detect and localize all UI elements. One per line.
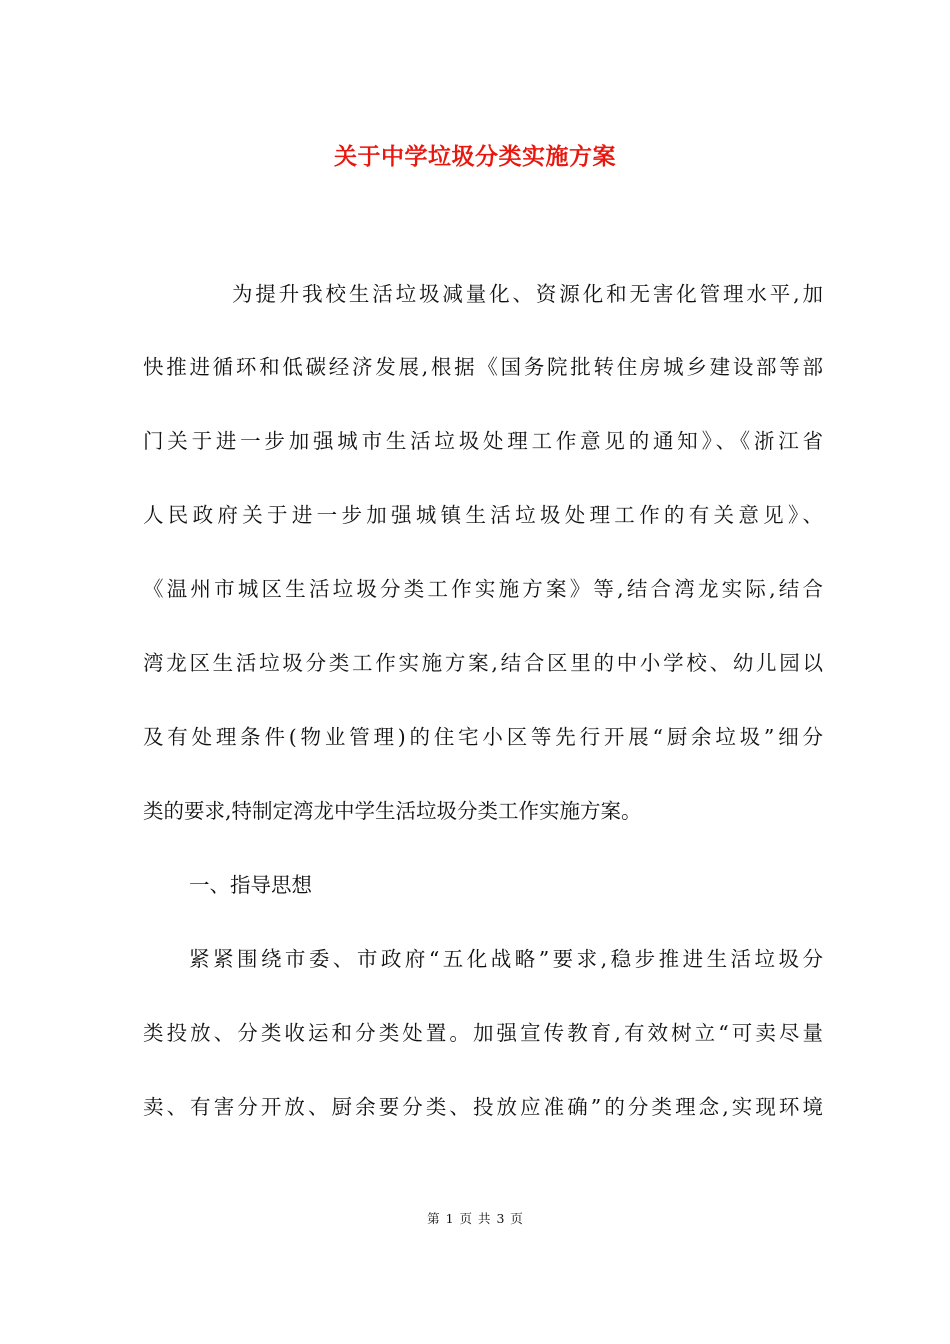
body-line-3: 门关于进一步加强城市生活垃圾处理工作意见的通知》、《浙江省 — [143, 429, 823, 453]
page-footer: 第 1 页 共 3 页 — [427, 1211, 523, 1226]
body-line-11: 卖、有害分开放、厨余要分类、投放应准确”的分类理念,实现环境 — [143, 1095, 823, 1119]
body-line-5: 《温州市城区生活垃圾分类工作实施方案》等,结合湾龙实际,结合 — [143, 577, 823, 601]
body-line-4: 人民政府关于进一步加强城镇生活垃圾处理工作的有关意见》、 — [143, 503, 823, 527]
section-heading: 一、指导思想 — [189, 873, 312, 897]
body-line-8: 类的要求,特制定湾龙中学生活垃圾分类工作实施方案。 — [143, 799, 642, 823]
body-line-9: 紧紧围绕市委、市政府“五化战略”要求,稳步推进生活垃圾分 — [189, 947, 823, 971]
body-line-2: 快推进循环和低碳经济发展,根据《国务院批转住房城乡建设部等部 — [143, 355, 823, 379]
body-line-1: 为提升我校生活垃圾减量化、资源化和无害化管理水平,加 — [232, 282, 823, 306]
body-line-10: 类投放、分类收运和分类处置。加强宣传教育,有效树立“可卖尽量 — [143, 1021, 823, 1045]
body-line-6: 湾龙区生活垃圾分类工作实施方案,结合区里的中小学校、幼儿园以 — [143, 651, 823, 675]
page-title: 关于中学垃圾分类实施方案 — [334, 143, 616, 170]
body-line-7: 及有处理条件(物业管理)的住宅小区等先行开展“厨余垃圾”细分 — [143, 725, 823, 749]
